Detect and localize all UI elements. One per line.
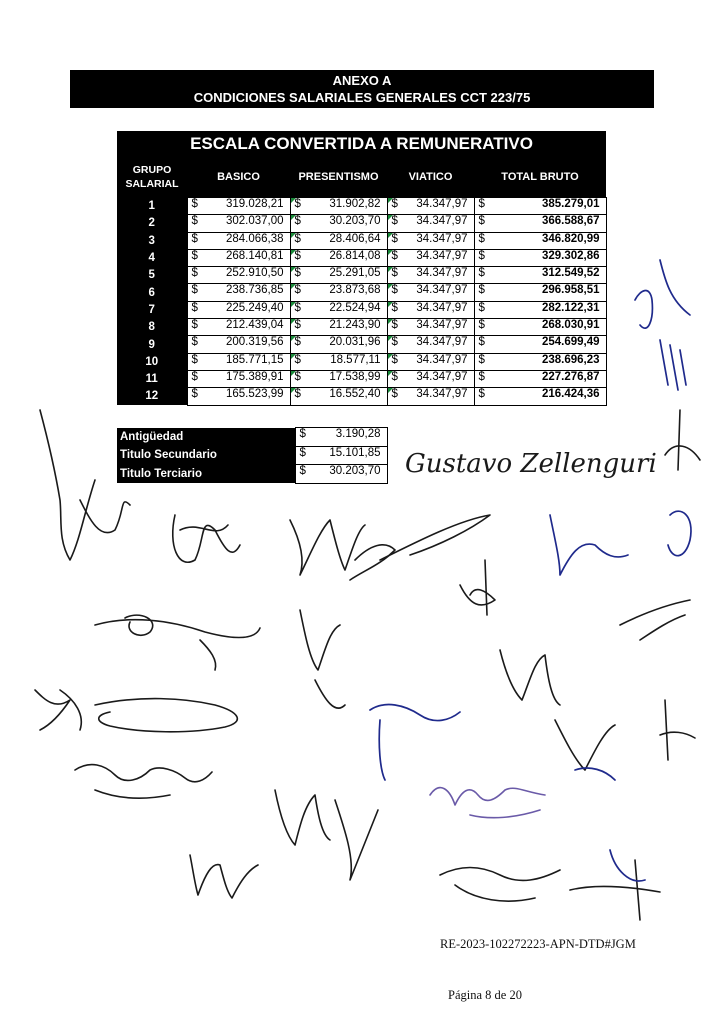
signature-stroke (668, 511, 691, 556)
total-value: 282.122,31 (541, 301, 600, 314)
presentismo-value: 25.291,05 (329, 267, 381, 280)
viatico-cell (387, 284, 474, 301)
viatico-value: 34.347,97 (416, 249, 468, 262)
signature-stroke (380, 515, 490, 560)
basico-cell (187, 267, 290, 284)
viatico-cell (387, 215, 474, 232)
currency-symbol: $ (391, 267, 398, 280)
extras-row (117, 428, 387, 447)
signature-stroke (660, 260, 690, 315)
currency-symbol: $ (294, 232, 301, 245)
currency-symbol: $ (478, 198, 485, 210)
basico-cell (187, 388, 290, 405)
total-value: 254.699,49 (541, 336, 600, 349)
basico-cell (187, 336, 290, 353)
currency-symbol: $ (391, 388, 398, 401)
currency-symbol: $ (478, 301, 485, 314)
currency-symbol: $ (191, 249, 198, 262)
table-row (117, 198, 606, 215)
total-value: 296.958,51 (541, 284, 600, 297)
table-row (117, 215, 606, 232)
viatico-cell (387, 319, 474, 336)
total-value: 227.276,87 (541, 370, 600, 383)
basico-value: 238.736,85 (225, 284, 284, 297)
presentismo-value: 17.538,99 (329, 370, 381, 383)
currency-symbol: $ (294, 198, 301, 210)
currency-symbol: $ (478, 284, 485, 297)
signature-stroke (370, 705, 460, 721)
signature-stroke (335, 800, 378, 880)
total-value: 268.030,91 (541, 319, 600, 332)
currency-symbol: $ (191, 370, 198, 383)
table-row (117, 301, 606, 318)
total-cell (474, 284, 606, 301)
signature-stroke (125, 615, 153, 635)
total-cell (474, 301, 606, 318)
currency-symbol: $ (191, 319, 198, 332)
signature-stroke (635, 860, 640, 920)
signature-stroke (300, 610, 340, 670)
grupo-cell: 1 (117, 198, 187, 215)
table-row (117, 284, 606, 301)
signature-text: Gustavo Zellenguri (405, 449, 657, 479)
signature-stroke (660, 340, 686, 390)
signature-stroke (550, 515, 628, 575)
col-header-total: TOTAL BRUTO (474, 157, 606, 198)
signature-stroke (455, 885, 535, 901)
total-cell (474, 388, 606, 405)
signature-stroke (665, 700, 668, 760)
basico-value: 165.523,99 (225, 388, 284, 401)
purple-signature (430, 788, 545, 818)
presentismo-cell (290, 319, 387, 336)
currency-symbol: $ (391, 249, 398, 262)
presentismo-value: 20.031,96 (329, 336, 381, 349)
table-row (117, 336, 606, 353)
presentismo-value: 30.203,70 (329, 215, 381, 228)
signature-stroke (460, 585, 495, 605)
extras-row (117, 446, 387, 465)
viatico-value: 34.347,97 (416, 388, 468, 401)
presentismo-cell (290, 388, 387, 405)
currency-symbol: $ (294, 319, 301, 332)
signature-stroke (60, 690, 81, 730)
table-row (117, 319, 606, 336)
total-cell (474, 353, 606, 370)
currency-symbol: $ (294, 388, 301, 401)
col-header-presentismo: PRESENTISMO (290, 157, 387, 198)
signature-stroke (430, 788, 545, 805)
currency-symbol: $ (191, 336, 198, 349)
grupo-cell: 5 (117, 267, 187, 284)
extras-label: Titulo Secundario (117, 446, 295, 465)
signature-stroke (575, 768, 615, 780)
currency-symbol: $ (478, 215, 485, 228)
table-header-row (117, 157, 606, 198)
currency-symbol: $ (294, 336, 301, 349)
signature-stroke (75, 765, 212, 782)
total-cell (474, 336, 606, 353)
viatico-value: 34.347,97 (416, 336, 468, 349)
basico-cell (187, 215, 290, 232)
annex-header (70, 70, 654, 108)
total-value: 385.279,01 (541, 198, 600, 210)
basico-value: 302.037,00 (225, 215, 284, 228)
currency-symbol: $ (391, 301, 398, 314)
viatico-cell (387, 370, 474, 387)
signature-stroke (470, 810, 540, 818)
currency-symbol: $ (191, 353, 198, 366)
total-cell (474, 198, 606, 215)
table-row (117, 267, 606, 284)
viatico-value: 34.347,97 (416, 284, 468, 297)
table-row (117, 370, 606, 387)
extras-row (117, 465, 387, 484)
currency-symbol: $ (478, 388, 485, 401)
signature-stroke (555, 720, 615, 770)
viatico-value: 34.347,97 (416, 319, 468, 332)
signature-stroke (80, 500, 130, 533)
currency-symbol: $ (191, 198, 198, 210)
currency-symbol: $ (294, 215, 301, 228)
currency-symbol: $ (294, 353, 301, 366)
grupo-cell: 3 (117, 232, 187, 249)
basico-value: 212.439,04 (225, 319, 284, 332)
basico-value: 252.910,50 (225, 267, 284, 280)
currency-symbol: $ (294, 267, 301, 280)
currency-symbol: $ (191, 232, 198, 245)
grupo-cell: 12 (117, 388, 187, 405)
table-row (117, 388, 606, 405)
viatico-cell (387, 249, 474, 266)
signature-stroke (95, 620, 260, 638)
signature-stroke (570, 886, 660, 892)
presentismo-cell (290, 336, 387, 353)
basico-cell (187, 232, 290, 249)
presentismo-cell (290, 267, 387, 284)
currency-symbol: $ (391, 370, 398, 383)
presentismo-value: 18.577,11 (330, 353, 381, 366)
presentismo-value: 26.814,08 (329, 249, 381, 262)
grupo-cell: 8 (117, 319, 187, 336)
col-header-grupo (117, 157, 187, 198)
grupo-cell: 9 (117, 336, 187, 353)
signature-stroke (500, 650, 560, 705)
currency-symbol: $ (391, 319, 398, 332)
presentismo-value: 21.243,90 (329, 319, 381, 332)
grupo-cell: 2 (117, 215, 187, 232)
signature-stroke (173, 515, 240, 562)
extras-value: 3.190,28 (335, 428, 381, 440)
signature-stroke (40, 410, 95, 560)
signature-stroke (610, 850, 645, 881)
col-header-grupo-line1: GRUPO (132, 164, 172, 177)
table-row (117, 353, 606, 370)
currency-symbol: $ (478, 353, 485, 366)
basico-value: 225.249,40 (225, 301, 284, 314)
viatico-value: 34.347,97 (416, 198, 468, 210)
total-value: 346.820,99 (541, 232, 600, 245)
signature-stroke (35, 690, 70, 730)
viatico-value: 34.347,97 (416, 301, 468, 314)
viatico-value: 34.347,97 (416, 353, 468, 366)
total-cell (474, 232, 606, 249)
grupo-cell: 6 (117, 284, 187, 301)
currency-symbol: $ (299, 465, 306, 477)
currency-symbol: $ (478, 336, 485, 349)
extras-label: Antigüedad (117, 428, 295, 447)
document-reference: RE-2023-102272223-APN-DTD#JGM (440, 937, 636, 951)
currency-symbol: $ (294, 284, 301, 297)
grupo-cell: 10 (117, 353, 187, 370)
black-signatures (35, 410, 700, 920)
viatico-cell (387, 198, 474, 215)
currency-symbol: $ (478, 319, 485, 332)
signature-stroke (620, 600, 690, 625)
annex-title: ANEXO A (332, 73, 392, 88)
presentismo-cell (290, 249, 387, 266)
currency-symbol: $ (478, 370, 485, 383)
basico-value: 284.066,38 (225, 232, 284, 245)
signature-stroke (350, 545, 395, 580)
viatico-cell (387, 232, 474, 249)
signature-stroke (315, 680, 345, 708)
extras-label: Titulo Terciario (117, 465, 295, 484)
viatico-value: 34.347,97 (416, 370, 468, 383)
currency-symbol: $ (478, 249, 485, 262)
viatico-cell (387, 336, 474, 353)
signature-stroke (190, 855, 258, 898)
viatico-cell (387, 267, 474, 284)
currency-symbol: $ (299, 428, 306, 440)
signature-stroke (95, 699, 237, 732)
presentismo-value: 16.552,40 (329, 388, 381, 401)
grupo-cell: 4 (117, 249, 187, 266)
total-value: 329.302,86 (541, 249, 600, 262)
total-value: 312.549,52 (541, 267, 600, 280)
signature-stroke (379, 720, 385, 780)
grupo-cell: 11 (117, 370, 187, 387)
signature-stroke (290, 520, 365, 575)
basico-value: 200.319,56 (225, 336, 284, 349)
currency-symbol: $ (391, 215, 398, 228)
annex-subtitle: CONDICIONES SALARIALES GENERALES CCT 223/75 (193, 90, 531, 105)
presentismo-cell (290, 370, 387, 387)
basico-value: 185.771,15 (225, 353, 284, 366)
currency-symbol: $ (191, 267, 198, 280)
signature-stroke (640, 615, 685, 640)
viatico-cell (387, 301, 474, 318)
signature-stroke (95, 790, 170, 798)
table-row (117, 232, 606, 249)
total-cell (474, 249, 606, 266)
basico-value: 268.140,81 (225, 249, 284, 262)
total-value: 366.588,67 (541, 215, 600, 228)
salary-scale-table (117, 131, 607, 406)
signature-stroke (440, 868, 560, 881)
presentismo-cell (290, 232, 387, 249)
total-value: 216.424,36 (541, 388, 600, 401)
currency-symbol: $ (191, 284, 198, 297)
signature-stroke (200, 640, 216, 670)
extras-value: 15.101,85 (329, 446, 381, 459)
presentismo-value: 23.873,68 (329, 284, 381, 297)
currency-symbol: $ (478, 267, 485, 280)
currency-symbol: $ (478, 232, 485, 245)
currency-symbol: $ (299, 446, 306, 459)
signature-stroke (635, 291, 652, 329)
basico-cell (187, 319, 290, 336)
col-header-grupo-line2: SALARIAL (125, 178, 179, 191)
extras-value-cell (295, 428, 387, 447)
currency-symbol: $ (391, 284, 398, 297)
viatico-cell (387, 388, 474, 405)
viatico-value: 34.347,97 (416, 232, 468, 245)
total-cell (474, 267, 606, 284)
basico-cell (187, 198, 290, 215)
currency-symbol: $ (191, 301, 198, 314)
signature-stroke (665, 446, 700, 460)
presentismo-value: 31.902,82 (329, 198, 381, 210)
signature-stroke (180, 525, 228, 531)
presentismo-cell (290, 198, 387, 215)
presentismo-cell (290, 301, 387, 318)
presentismo-cell (290, 284, 387, 301)
table-row (117, 249, 606, 266)
currency-symbol: $ (294, 370, 301, 383)
basico-cell (187, 370, 290, 387)
signature-stroke (660, 732, 695, 738)
signature-stroke (275, 790, 330, 845)
viatico-value: 34.347,97 (416, 267, 468, 280)
presentismo-cell (290, 215, 387, 232)
basico-cell (187, 249, 290, 266)
basico-cell (187, 301, 290, 318)
col-header-basico: BASICO (187, 157, 290, 198)
total-value: 238.696,23 (541, 353, 600, 366)
table-body (117, 198, 606, 406)
presentismo-value: 28.406,64 (329, 232, 381, 245)
currency-symbol: $ (391, 198, 398, 210)
basico-cell (187, 284, 290, 301)
viatico-value: 34.347,97 (416, 215, 468, 228)
basico-value: 175.389,91 (225, 370, 284, 383)
currency-symbol: $ (191, 215, 198, 228)
basico-cell (187, 353, 290, 370)
signature-stroke (485, 560, 487, 615)
currency-symbol: $ (294, 301, 301, 314)
extras-value-cell (295, 446, 387, 465)
scale-title: ESCALA CONVERTIDA A REMUNERATIVO (117, 131, 606, 157)
grupo-cell: 7 (117, 301, 187, 318)
page-number: Página 8 de 20 (448, 988, 522, 1002)
extras-value: 30.203,70 (329, 465, 381, 477)
total-cell (474, 215, 606, 232)
extras-table (117, 427, 388, 484)
currency-symbol: $ (294, 249, 301, 262)
total-cell (474, 370, 606, 387)
col-header-viatico: VIATICO (387, 157, 474, 198)
currency-symbol: $ (391, 336, 398, 349)
total-cell (474, 319, 606, 336)
presentismo-cell (290, 353, 387, 370)
viatico-cell (387, 353, 474, 370)
basico-value: 319.028,21 (225, 198, 284, 210)
currency-symbol: $ (391, 232, 398, 245)
extras-value-cell (295, 465, 387, 484)
signature-stroke (678, 410, 680, 470)
currency-symbol: $ (191, 388, 198, 401)
presentismo-value: 22.524,94 (329, 301, 381, 314)
currency-symbol: $ (391, 353, 398, 366)
